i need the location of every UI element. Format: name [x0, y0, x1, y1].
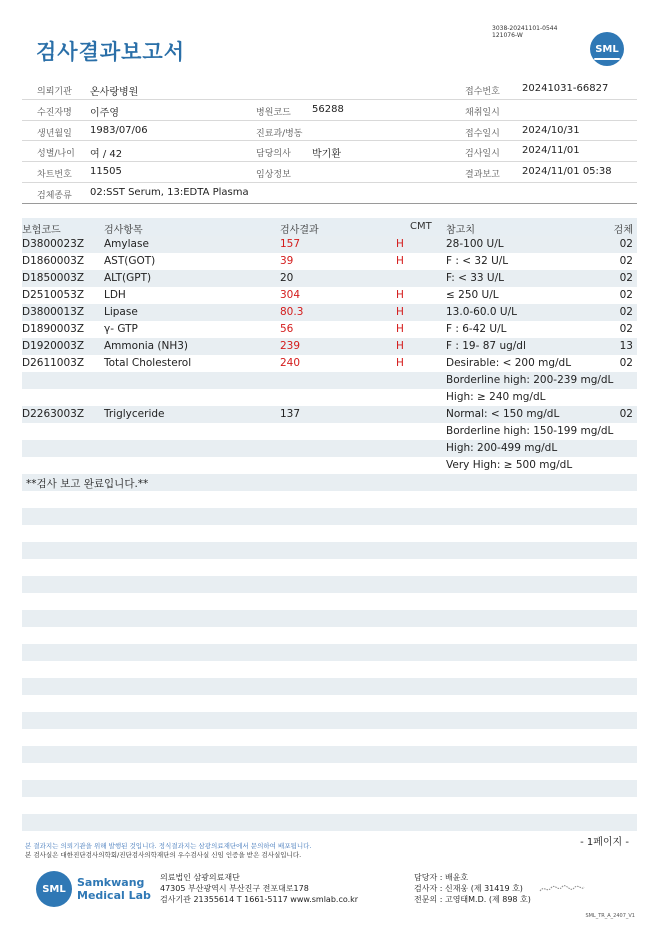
- footer-notes: [25, 842, 311, 859]
- table-row: [22, 389, 637, 406]
- footer-note-2: 본 검사실은 대한진단검사의학회/진단검사의학재단의 우수검사실 신임 인증을 받은 검사실입니다.: [25, 850, 302, 859]
- empty-row: [22, 661, 637, 678]
- result-cmt: H: [396, 323, 404, 335]
- result-cmt: H: [396, 238, 404, 250]
- result-ref: High: 200-499 mg/dL: [446, 442, 558, 454]
- footer-logo: [36, 871, 151, 907]
- empty-row: [22, 593, 637, 610]
- info-row-client: [22, 79, 637, 100]
- result-item: AST(GOT): [104, 255, 156, 267]
- logo-line-2: Medical Lab: [77, 889, 151, 902]
- empty-row: [22, 644, 637, 661]
- specimen-label: 검체종류: [37, 190, 72, 201]
- result-value: 56: [280, 323, 294, 335]
- table-row: [22, 457, 637, 474]
- dob-value: 1983/07/06: [90, 124, 148, 136]
- result-ref: Borderline high: 150-199 mg/dL: [446, 425, 614, 437]
- table-row: [22, 270, 637, 287]
- result-ref: ≤ 250 U/L: [446, 289, 499, 301]
- table-row: [22, 253, 637, 270]
- result-code: D3800013Z: [22, 306, 85, 318]
- form-id: SML_TR_A_2407_V1: [585, 913, 635, 919]
- result-value: 304: [280, 289, 301, 301]
- result-code: D2611003Z: [22, 357, 85, 369]
- signatory-3: 전문의 : 고영태M.D. (제 898 호): [414, 895, 531, 904]
- result-code: D1890003Z: [22, 323, 85, 335]
- dept-label: 진료과/병동: [256, 128, 303, 139]
- result-cmt: H: [396, 340, 404, 352]
- result-value: 157: [280, 238, 301, 250]
- result-ref: F : < 32 U/L: [446, 255, 509, 267]
- result-spec: 13: [619, 340, 633, 352]
- report-complete-row: [22, 474, 637, 491]
- empty-row: [22, 491, 637, 508]
- empty-row: [22, 559, 637, 576]
- table-row: [22, 372, 637, 389]
- empty-row: [22, 576, 637, 593]
- result-spec: 02: [619, 306, 633, 318]
- result-item: LDH: [104, 289, 126, 301]
- client-value: 온사랑병원: [90, 87, 139, 98]
- client-label: 의뢰기관: [37, 87, 72, 97]
- hospital-code-value: 56288: [312, 103, 344, 115]
- result-ref: High: ≥ 240 mg/dL: [446, 391, 546, 403]
- result-code: D1920003Z: [22, 340, 85, 352]
- table-row: [22, 406, 637, 423]
- empty-row: [22, 814, 637, 831]
- result-ref: 13.0-60.0 U/L: [446, 306, 517, 318]
- result-value: 39: [280, 255, 294, 267]
- result-code: D3800023Z: [22, 238, 85, 250]
- empty-row: [22, 746, 637, 763]
- result-item: Amylase: [104, 238, 149, 250]
- result-item: Ammonia (NH3): [104, 340, 189, 352]
- result-ref: Normal: < 150 mg/dL: [446, 408, 560, 420]
- table-row: [22, 236, 637, 253]
- patient-value: 이주영: [90, 107, 119, 119]
- result-ref: F: < 33 U/L: [446, 272, 505, 284]
- info-row-chart: [22, 162, 637, 183]
- result-code: D2510053Z: [22, 289, 85, 301]
- empty-row: [22, 508, 637, 525]
- empty-row: [22, 610, 637, 627]
- result-ref: 28-100 U/L: [446, 238, 504, 250]
- chart-value: 11505: [90, 166, 122, 178]
- receipt-no-value: 20241031-66827: [522, 83, 609, 94]
- result-item: Lipase: [104, 306, 138, 318]
- result-spec: 02: [619, 272, 633, 284]
- chart-label: 차트번호: [37, 170, 72, 181]
- doctor-value: 박기환: [312, 149, 341, 161]
- result-ref: Desirable: < 200 mg/dL: [446, 357, 572, 369]
- result-item: ALT(GPT): [104, 272, 152, 284]
- barcode-line2: 121076-W: [492, 32, 523, 39]
- barcode-line1: 3038-20241101-0544: [492, 25, 558, 32]
- result-spec: 02: [619, 357, 633, 369]
- patient-label: 수진자명: [37, 107, 72, 118]
- empty-row: [22, 678, 637, 695]
- result-cmt: H: [396, 289, 404, 301]
- table-row: [22, 321, 637, 338]
- org-contact: 검사기관 21355614 T 1661-5117 www.smlab.co.kr: [160, 895, 359, 904]
- report-label: 결과보고: [465, 170, 500, 181]
- result-spec: 02: [619, 289, 633, 301]
- empty-row: [22, 627, 637, 644]
- result-spec: 02: [619, 323, 633, 335]
- report-complete-text: **검사 보고 완료입니다.**: [26, 478, 149, 490]
- empty-row: [22, 712, 637, 729]
- signatory-1: 담당자 : 배윤호: [414, 873, 469, 882]
- header-code: 보험코드: [22, 225, 61, 236]
- header-ref: 참고치: [446, 225, 475, 236]
- page-number: - 1페이지 -: [580, 837, 629, 848]
- result-code: D1860003Z: [22, 255, 85, 267]
- empty-row: [22, 780, 637, 797]
- footer-logo-mark: SML: [36, 871, 72, 907]
- result-value: 80.3: [280, 306, 304, 318]
- receipt-no-label: 접수번호: [465, 87, 500, 97]
- sex-age-label: 성별/나이: [37, 149, 75, 160]
- specimen-value: 02:SST Serum, 13:EDTA Plasma: [90, 186, 249, 198]
- results-body: [22, 236, 637, 831]
- results-header: [22, 218, 637, 236]
- document-title: 검사결과보고서: [36, 40, 186, 64]
- result-ref: Very High: ≥ 500 mg/dL: [446, 459, 573, 471]
- info-row-dob: [22, 121, 637, 142]
- logo-line-1: Samkwang: [77, 876, 145, 889]
- result-item: Triglyceride: [104, 408, 165, 420]
- org-name: 의료법인 삼광의료재단: [160, 873, 240, 882]
- sex-age-value: 여 / 42: [90, 149, 123, 161]
- result-ref: Borderline high: 200-239 mg/dL: [446, 374, 614, 386]
- table-row: [22, 423, 637, 440]
- hospital-code-label: 병원코드: [256, 107, 291, 118]
- clinical-label: 임상정보: [256, 170, 291, 181]
- empty-row: [22, 797, 637, 814]
- org-info: [160, 872, 358, 905]
- result-value: 137: [280, 408, 301, 420]
- result-cmt: H: [396, 255, 404, 267]
- empty-row: [22, 542, 637, 559]
- signature-image: [538, 883, 586, 895]
- table-row: [22, 338, 637, 355]
- receipt-date-label: 접수일시: [465, 128, 500, 139]
- footer-logo-text: [77, 876, 151, 902]
- empty-row: [22, 695, 637, 712]
- empty-row: [22, 763, 637, 780]
- info-row-specimen: [22, 183, 637, 204]
- header-cmt: CMT: [410, 221, 432, 232]
- header-item: 검사항목: [104, 225, 143, 236]
- table-row: [22, 304, 637, 321]
- result-cmt: H: [396, 306, 404, 318]
- result-spec: 02: [619, 255, 633, 267]
- empty-row: [22, 525, 637, 542]
- result-spec: 02: [619, 408, 633, 420]
- table-row: [22, 287, 637, 304]
- header-spec: 검체: [613, 225, 633, 236]
- result-item: γ- GTP: [104, 323, 138, 335]
- footer-note-1: 본 결과지는 의뢰기관을 위해 발행된 것입니다. 정식결과지는 삼광의료재단에서 문의하여 배포됩니다.: [25, 842, 312, 850]
- barcode-number: [492, 25, 557, 39]
- table-row: [22, 440, 637, 457]
- patient-info-table: [22, 79, 637, 204]
- header-value: 검사결과: [280, 225, 319, 236]
- result-ref: F : 6-42 U/L: [446, 323, 507, 335]
- results-table: [22, 218, 637, 831]
- result-value: 239: [280, 340, 301, 352]
- result-item: Total Cholesterol: [104, 357, 192, 369]
- result-value: 240: [280, 357, 301, 369]
- empty-row: [22, 729, 637, 746]
- signatories: [414, 872, 531, 905]
- result-value: 20: [280, 272, 294, 284]
- report-value: 2024/11/01 05:38: [522, 166, 612, 178]
- info-row-patient: [22, 100, 637, 121]
- info-row-sex-age: [22, 141, 637, 162]
- org-address: 47305 부산광역시 부산진구 전포대로178: [160, 884, 309, 893]
- sml-logo: SML: [590, 32, 624, 66]
- result-code: D1850003Z: [22, 272, 85, 284]
- test-date-value: 2024/11/01: [522, 145, 580, 157]
- doctor-label: 담당의사: [256, 149, 291, 160]
- result-spec: 02: [619, 238, 633, 250]
- signatory-2: 검사자 : 신재웅 (제 31419 호): [414, 884, 523, 893]
- dob-label: 생년월일: [37, 128, 72, 139]
- result-ref: F : 19- 87 ug/dl: [446, 340, 526, 352]
- test-date-label: 검사일시: [465, 149, 500, 160]
- result-cmt: H: [396, 357, 404, 369]
- receipt-date-value: 2024/10/31: [522, 124, 580, 136]
- result-code: D2263003Z: [22, 408, 85, 420]
- table-row: [22, 355, 637, 372]
- collect-label: 채취일시: [465, 107, 500, 118]
